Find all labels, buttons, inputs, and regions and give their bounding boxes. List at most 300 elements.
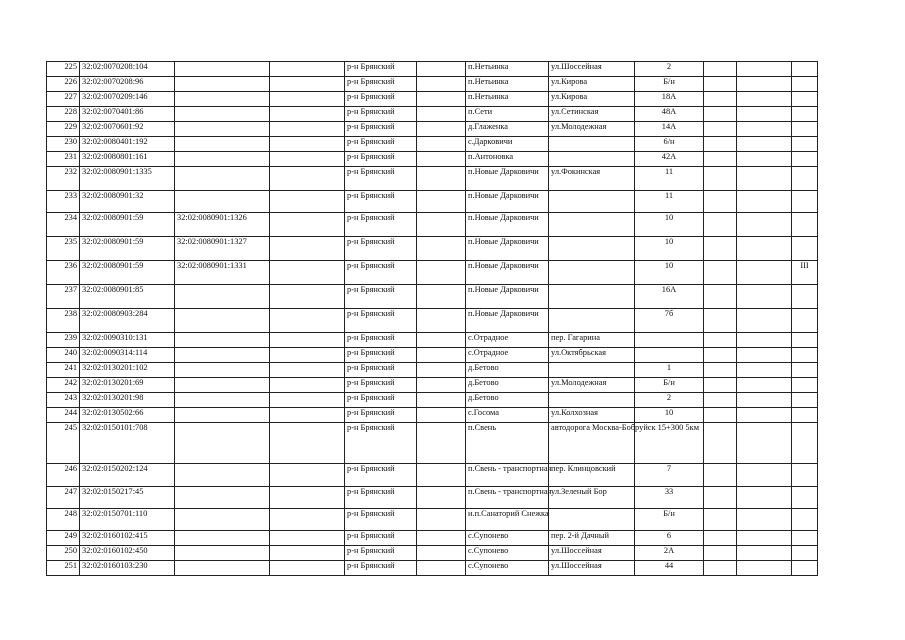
empty-cell [270, 408, 345, 423]
empty-cell [737, 107, 792, 122]
table-row [47, 285, 818, 309]
empty-cell [704, 309, 737, 333]
empty-cell [704, 546, 737, 561]
empty-cell [704, 561, 737, 576]
table-row [47, 348, 818, 363]
row-number: 229 [47, 122, 80, 137]
cadastral-number-2 [175, 152, 270, 167]
empty-cell [737, 167, 792, 191]
empty-cell [417, 333, 466, 348]
empty-cell [737, 309, 792, 333]
row-number: 249 [47, 531, 80, 546]
empty-cell [417, 261, 466, 285]
note-cell [792, 107, 818, 122]
table-row [47, 261, 818, 285]
house-number: 10 [635, 213, 704, 237]
street-cell: ул.Фокинская [549, 167, 635, 191]
house-number: 2 [635, 62, 704, 77]
cadastral-number: 32:02:0080401:192 [80, 137, 175, 152]
cadastral-number-2 [175, 408, 270, 423]
locality-cell: с.Супонево [466, 531, 549, 546]
cadastral-number-2: 32:02:0080901:1326 [175, 213, 270, 237]
district-cell: р-н Брянский [345, 487, 417, 509]
note-cell [792, 408, 818, 423]
row-number: 246 [47, 464, 80, 487]
street-cell: ул.Шоссейная [549, 546, 635, 561]
locality-cell: д.Бетово [466, 378, 549, 393]
street-cell: ул.Шоссейная [549, 561, 635, 576]
table-row [47, 62, 818, 77]
cadastral-number: 32:02:0070208:104 [80, 62, 175, 77]
empty-cell [704, 62, 737, 77]
street-cell [549, 309, 635, 333]
cadastral-number: 32:02:0160103:230 [80, 561, 175, 576]
empty-cell [704, 333, 737, 348]
street-cell [549, 237, 635, 261]
district-cell: р-н Брянский [345, 107, 417, 122]
empty-cell [737, 393, 792, 408]
empty-cell [737, 561, 792, 576]
district-cell: р-н Брянский [345, 261, 417, 285]
empty-cell [270, 464, 345, 487]
street-cell [549, 261, 635, 285]
locality-cell: п.Нетьинка [466, 62, 549, 77]
cadastral-number-2 [175, 509, 270, 531]
row-number: 245 [47, 423, 80, 464]
cadastral-number: 32:02:0080901:1335 [80, 167, 175, 191]
district-cell: р-н Брянский [345, 393, 417, 408]
district-cell: р-н Брянский [345, 77, 417, 92]
street-cell: ул.Колхозная [549, 408, 635, 423]
empty-cell [417, 546, 466, 561]
street-cell: ул.Кирова [549, 92, 635, 107]
street-cell: ул.Октябрьская [549, 348, 635, 363]
note-cell [792, 561, 818, 576]
locality-cell: п.Новые Дарковичи [466, 213, 549, 237]
note-cell [792, 546, 818, 561]
empty-cell [704, 363, 737, 378]
note-cell [792, 152, 818, 167]
house-number: 6/н [635, 137, 704, 152]
locality-cell: д.Бетово [466, 363, 549, 378]
empty-cell [417, 561, 466, 576]
empty-cell [417, 363, 466, 378]
district-cell: р-н Брянский [345, 191, 417, 213]
cadastral-number: 32:02:0090310:131 [80, 333, 175, 348]
empty-cell [737, 348, 792, 363]
cadastral-number-2 [175, 423, 270, 464]
empty-cell [704, 423, 737, 464]
note-cell [792, 487, 818, 509]
street-cell [549, 363, 635, 378]
row-number: 233 [47, 191, 80, 213]
cadastral-number: 32:02:0080901:32 [80, 191, 175, 213]
district-cell: р-н Брянский [345, 363, 417, 378]
row-number: 244 [47, 408, 80, 423]
cadastral-number-2 [175, 107, 270, 122]
empty-cell [417, 107, 466, 122]
empty-cell [737, 378, 792, 393]
empty-cell [417, 122, 466, 137]
empty-cell [737, 487, 792, 509]
empty-cell [737, 122, 792, 137]
street-cell: пер. Клинцовский [549, 464, 635, 487]
district-cell: р-н Брянский [345, 509, 417, 531]
table-row [47, 167, 818, 191]
locality-cell: п.Новые Дарковичи [466, 167, 549, 191]
empty-cell [737, 137, 792, 152]
district-cell: р-н Брянский [345, 546, 417, 561]
note-cell [792, 509, 818, 531]
table-row [47, 213, 818, 237]
house-number [635, 348, 704, 363]
empty-cell [737, 62, 792, 77]
cadastral-number-2: 32:02:0080901:1327 [175, 237, 270, 261]
cadastral-number: 32:02:0090314:114 [80, 348, 175, 363]
table-row [47, 408, 818, 423]
empty-cell [270, 285, 345, 309]
cadastral-number: 32:02:0130502:66 [80, 408, 175, 423]
empty-cell [704, 464, 737, 487]
row-number: 228 [47, 107, 80, 122]
district-cell: р-н Брянский [345, 152, 417, 167]
row-number: 243 [47, 393, 80, 408]
empty-cell [270, 423, 345, 464]
empty-cell [704, 167, 737, 191]
locality-cell: с.Госома [466, 408, 549, 423]
table-row [47, 152, 818, 167]
table-row [47, 509, 818, 531]
cadastral-number-2: 32:02:0080901:1331 [175, 261, 270, 285]
note-cell [792, 378, 818, 393]
locality-cell: п.Новые Дарковичи [466, 237, 549, 261]
empty-cell [270, 363, 345, 378]
row-number: 237 [47, 285, 80, 309]
cadastral-number-2 [175, 137, 270, 152]
row-number: 226 [47, 77, 80, 92]
locality-cell: с.Супонево [466, 561, 549, 576]
street-cell: ул.Молодежная [549, 378, 635, 393]
empty-cell [704, 213, 737, 237]
empty-cell [417, 213, 466, 237]
cadastral-number: 32:02:0080901:85 [80, 285, 175, 309]
empty-cell [417, 167, 466, 191]
house-number: 11 [635, 191, 704, 213]
house-number: 11 [635, 167, 704, 191]
table-row [47, 309, 818, 333]
district-cell: р-н Брянский [345, 464, 417, 487]
empty-cell [417, 191, 466, 213]
house-number: 6 [635, 531, 704, 546]
note-cell [792, 77, 818, 92]
district-cell: р-н Брянский [345, 285, 417, 309]
cadastral-number: 32:02:0150101:708 [80, 423, 175, 464]
district-cell: р-н Брянский [345, 333, 417, 348]
empty-cell [417, 152, 466, 167]
note-cell [792, 167, 818, 191]
empty-cell [704, 408, 737, 423]
empty-cell [270, 378, 345, 393]
cadastral-number-2 [175, 191, 270, 213]
empty-cell [417, 408, 466, 423]
district-cell: р-н Брянский [345, 237, 417, 261]
cadastral-number-2 [175, 62, 270, 77]
street-cell [549, 509, 635, 531]
empty-cell [737, 261, 792, 285]
empty-cell [417, 487, 466, 509]
locality-cell: с.Дарковичи [466, 137, 549, 152]
empty-cell [270, 531, 345, 546]
empty-cell [270, 333, 345, 348]
empty-cell [270, 122, 345, 137]
street-cell [549, 393, 635, 408]
empty-cell [270, 77, 345, 92]
empty-cell [704, 393, 737, 408]
empty-cell [704, 531, 737, 546]
cadastral-number: 32:02:0130201:102 [80, 363, 175, 378]
cadastral-number-2 [175, 285, 270, 309]
table-row [47, 137, 818, 152]
house-number: 48А [635, 107, 704, 122]
locality-cell: п.Свень - транспортная [466, 464, 549, 487]
note-cell [792, 348, 818, 363]
empty-cell [417, 509, 466, 531]
row-number: 232 [47, 167, 80, 191]
empty-cell [417, 309, 466, 333]
row-number: 235 [47, 237, 80, 261]
empty-cell [417, 92, 466, 107]
cadastral-number: 32:02:0160102:450 [80, 546, 175, 561]
table-row [47, 561, 818, 576]
empty-cell [737, 191, 792, 213]
empty-cell [270, 309, 345, 333]
street-cell [549, 137, 635, 152]
locality-cell: п.Новые Дарковичи [466, 261, 549, 285]
cadastral-number: 32:02:0070601:92 [80, 122, 175, 137]
empty-cell [704, 237, 737, 261]
cadastral-number: 32:02:0150202:124 [80, 464, 175, 487]
locality-cell: с.Супонево [466, 546, 549, 561]
cadastral-number-2 [175, 92, 270, 107]
cadastral-number: 32:02:0080901:59 [80, 237, 175, 261]
cadastral-number-2 [175, 333, 270, 348]
note-cell [792, 92, 818, 107]
cadastral-number-2 [175, 378, 270, 393]
house-number: 7б [635, 309, 704, 333]
row-number: 251 [47, 561, 80, 576]
empty-cell [417, 137, 466, 152]
house-number: 10 [635, 237, 704, 261]
street-cell: пер. 2-й Дачный [549, 531, 635, 546]
empty-cell [417, 348, 466, 363]
empty-cell [704, 191, 737, 213]
empty-cell [704, 107, 737, 122]
cadastral-number-2 [175, 561, 270, 576]
locality-cell: п.Нетьинка [466, 77, 549, 92]
house-number: 2 [635, 393, 704, 408]
cadastral-number-2 [175, 393, 270, 408]
note-cell [792, 122, 818, 137]
house-number: 33 [635, 487, 704, 509]
cadastral-number-2 [175, 546, 270, 561]
empty-cell [737, 333, 792, 348]
house-number: 18А [635, 92, 704, 107]
table-row [47, 423, 818, 464]
empty-cell [737, 152, 792, 167]
table-row [47, 191, 818, 213]
empty-cell [737, 509, 792, 531]
empty-cell [270, 509, 345, 531]
street-cell [549, 152, 635, 167]
empty-cell [737, 464, 792, 487]
empty-cell [417, 531, 466, 546]
note-cell [792, 237, 818, 261]
empty-cell [737, 213, 792, 237]
empty-cell [270, 167, 345, 191]
row-number: 240 [47, 348, 80, 363]
house-number [635, 333, 704, 348]
cadastral-number: 32:02:0130201:98 [80, 393, 175, 408]
empty-cell [270, 393, 345, 408]
table-row [47, 363, 818, 378]
street-cell [549, 285, 635, 309]
house-number: Б/н [635, 77, 704, 92]
district-cell: р-н Брянский [345, 137, 417, 152]
empty-cell [417, 378, 466, 393]
cadastral-number-2 [175, 122, 270, 137]
empty-cell [704, 261, 737, 285]
empty-cell [704, 92, 737, 107]
house-number: 1 [635, 363, 704, 378]
registry-table [46, 61, 818, 576]
cadastral-number: 32:02:0070209:146 [80, 92, 175, 107]
cadastral-number-2 [175, 348, 270, 363]
empty-cell [704, 77, 737, 92]
note-cell [792, 363, 818, 378]
street-cell: ул.Сетинская [549, 107, 635, 122]
row-number: 231 [47, 152, 80, 167]
empty-cell [737, 531, 792, 546]
street-cell: ул.Кирова [549, 77, 635, 92]
registry-rows [47, 62, 818, 576]
locality-cell: п.Свень - транспортная [466, 487, 549, 509]
row-number: 242 [47, 378, 80, 393]
locality-cell: п.Нетьинка [466, 92, 549, 107]
cadastral-number: 32:02:0130201:69 [80, 378, 175, 393]
row-number: 239 [47, 333, 80, 348]
note-cell [792, 213, 818, 237]
locality-cell: п.Новые Дарковичи [466, 285, 549, 309]
empty-cell [417, 464, 466, 487]
note-cell [792, 137, 818, 152]
empty-cell [737, 546, 792, 561]
street-cell: ул.Молодежная [549, 122, 635, 137]
note-cell [792, 333, 818, 348]
locality-cell: д.Глаженка [466, 122, 549, 137]
empty-cell [704, 137, 737, 152]
note-cell: III [792, 261, 818, 285]
district-cell: р-н Брянский [345, 561, 417, 576]
house-number: 14А [635, 122, 704, 137]
district-cell: р-н Брянский [345, 167, 417, 191]
table-row [47, 531, 818, 546]
empty-cell [737, 77, 792, 92]
cadastral-number-2 [175, 464, 270, 487]
row-number: 234 [47, 213, 80, 237]
cadastral-number-2 [175, 487, 270, 509]
district-cell: р-н Брянский [345, 408, 417, 423]
empty-cell [737, 92, 792, 107]
cadastral-number-2 [175, 167, 270, 191]
empty-cell [737, 237, 792, 261]
locality-cell: с.Отрадное [466, 348, 549, 363]
row-number: 250 [47, 546, 80, 561]
locality-cell: п.Сети [466, 107, 549, 122]
cadastral-number: 32:02:0160102:415 [80, 531, 175, 546]
empty-cell [270, 237, 345, 261]
house-number: 7 [635, 464, 704, 487]
row-number: 238 [47, 309, 80, 333]
empty-cell [417, 237, 466, 261]
table-row [47, 546, 818, 561]
street-cell: пер. Гагарина [549, 333, 635, 348]
locality-cell: п.Новые Дарковичи [466, 309, 549, 333]
empty-cell [270, 561, 345, 576]
row-number: 241 [47, 363, 80, 378]
empty-cell [737, 423, 792, 464]
district-cell: р-н Брянский [345, 92, 417, 107]
cadastral-number-2 [175, 77, 270, 92]
empty-cell [704, 378, 737, 393]
table-row [47, 122, 818, 137]
locality-cell: п.Новые Дарковичи [466, 191, 549, 213]
cadastral-number: 32:02:0150217:45 [80, 487, 175, 509]
empty-cell [704, 487, 737, 509]
empty-cell [270, 487, 345, 509]
empty-cell [704, 122, 737, 137]
cadastral-number: 32:02:0080901:59 [80, 213, 175, 237]
locality-cell: п.Свень [466, 423, 549, 464]
empty-cell [737, 408, 792, 423]
empty-cell [417, 285, 466, 309]
district-cell: р-н Брянский [345, 309, 417, 333]
empty-cell [270, 348, 345, 363]
row-number: 247 [47, 487, 80, 509]
row-number: 236 [47, 261, 80, 285]
cadastral-number-2 [175, 309, 270, 333]
district-cell: р-н Брянский [345, 531, 417, 546]
empty-cell [704, 509, 737, 531]
empty-cell [417, 62, 466, 77]
house-number: Б/н [635, 509, 704, 531]
street-cell [549, 191, 635, 213]
district-cell: р-н Брянский [345, 62, 417, 77]
note-cell [792, 423, 818, 464]
table-row [47, 107, 818, 122]
district-cell: р-н Брянский [345, 423, 417, 464]
empty-cell [270, 213, 345, 237]
locality-cell: п.Антоновка [466, 152, 549, 167]
house-number: 44 [635, 561, 704, 576]
empty-cell [270, 261, 345, 285]
locality-cell: д.Бетово [466, 393, 549, 408]
note-cell [792, 191, 818, 213]
empty-cell [270, 152, 345, 167]
street-cell: ул.Зеленый Бор [549, 487, 635, 509]
empty-cell [417, 423, 466, 464]
house-number: 42А [635, 152, 704, 167]
note-cell [792, 531, 818, 546]
